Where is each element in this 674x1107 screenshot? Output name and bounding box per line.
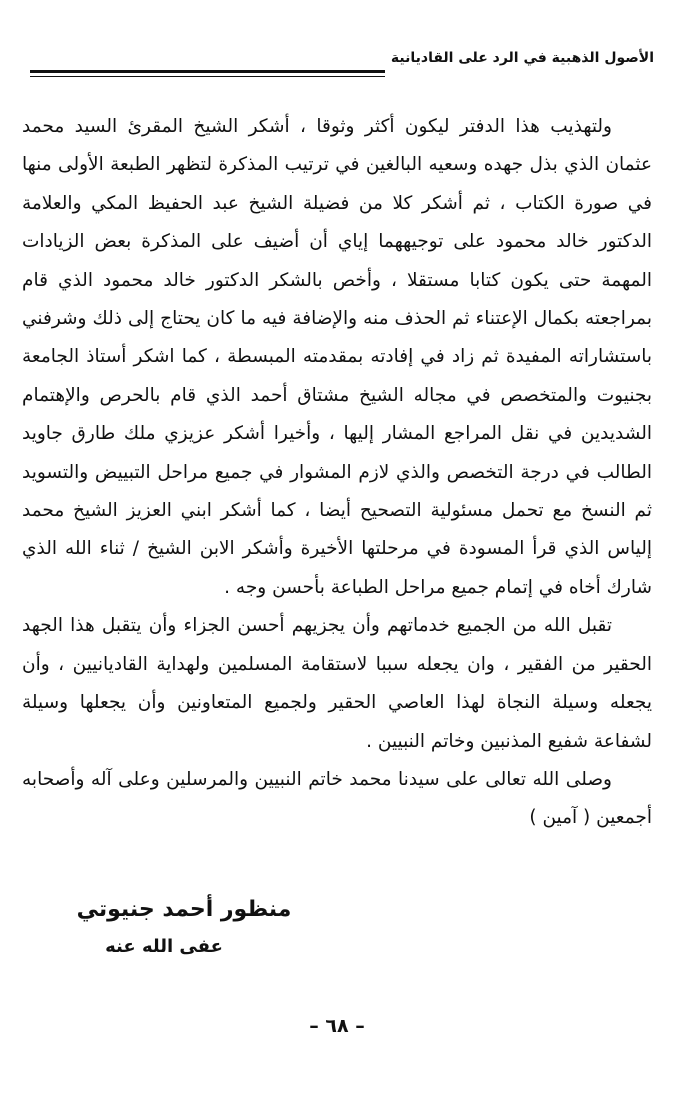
signature-block — [74, 890, 294, 964]
header-rule-thick — [30, 70, 385, 73]
running-header — [30, 50, 654, 82]
paragraph-acknowledgements: ولتهذيب هذا الدفتر ليكون أكثر وثوقا ، أشكر الشيخ المقرئ السيد محمد عثمان الذي بذل جهده وسعيه البالغين في ترتيب المذكرة لتظهر الطبعة الأولى منها في صورة الكتاب ، ثم أشكر كلا من فضيلة الشيخ عبد الحفيظ المكي والعلامة الدكتور خالد محمود على توجيههما إياي أن أضيف على المذكرة بعض الزيادات المهمة حتى يكون كتابا مستقلا ، وأخص بالشكر الدكتور خالد محمود الذي قام بمراجعته بكمال الإعتناء ثم الحذف منه والإضافة فيه ما كان يحتاج إلى ذلك وشرفني باستشاراته المفيدة ثم زاد في إفادته بمقدمته المبسطة ، كما اشكر أستاذ الجامعة بجنيوت والمتخصص في مجاله الشيخ مشتاق أحمد الذي قام بالحرص والإهتمام الشديدين في نقل المراجع المشار إليها ، وأخيرا أشكر عزيزي ملك طارق جاويد الطالب في درجة التخصص والذي لازم المشوار في جميع مراحل التبييض والتسويد ثم النسخ مع تحمل مسئولية التصحيح أيضا ، كما أشكر ابني العزيز الشيخ محمد إلياس الذي قرأ المسودة في مرحلتها الأخيرة وأشكر الابن الشيخ / ثناء الله الذي شارك أخاه في إتمام جميع مراحل الطباعة بأحسن وجه . — [22, 116, 652, 598]
header-title: الأصول الذهبية في الرد على القاديانية — [390, 50, 654, 66]
header-rule-thin — [30, 76, 385, 77]
body-text — [22, 108, 652, 838]
author-note: عفى الله عنه — [105, 936, 223, 957]
paragraph-blessing: وصلى الله تعالى على سيدنا محمد خاتم النبيين والمرسلين وعلى آله وأصحابه أجمعين ( آمين ) — [22, 768, 652, 829]
page-number: – ٦٨ – — [309, 1015, 365, 1037]
paragraph-prayer: تقبل الله من الجميع خدماتهم وأن يجزيهم أحسن الجزاء وأن يتقبل هذا الجهد الحقير من الفقير ، وان يجعله سببا لاستقامة المسلمين ولهداية القاديانيين ، وأن يجعله وسيلة النجاة لهذا العاصي الحقير ولجميع المتعاونين وأن يجعلها وسيلة لشفاعة شفيع المذنبين وخاتم النبيين . — [22, 615, 652, 752]
author-name: منظور أحمد جنيوتي — [76, 897, 292, 922]
